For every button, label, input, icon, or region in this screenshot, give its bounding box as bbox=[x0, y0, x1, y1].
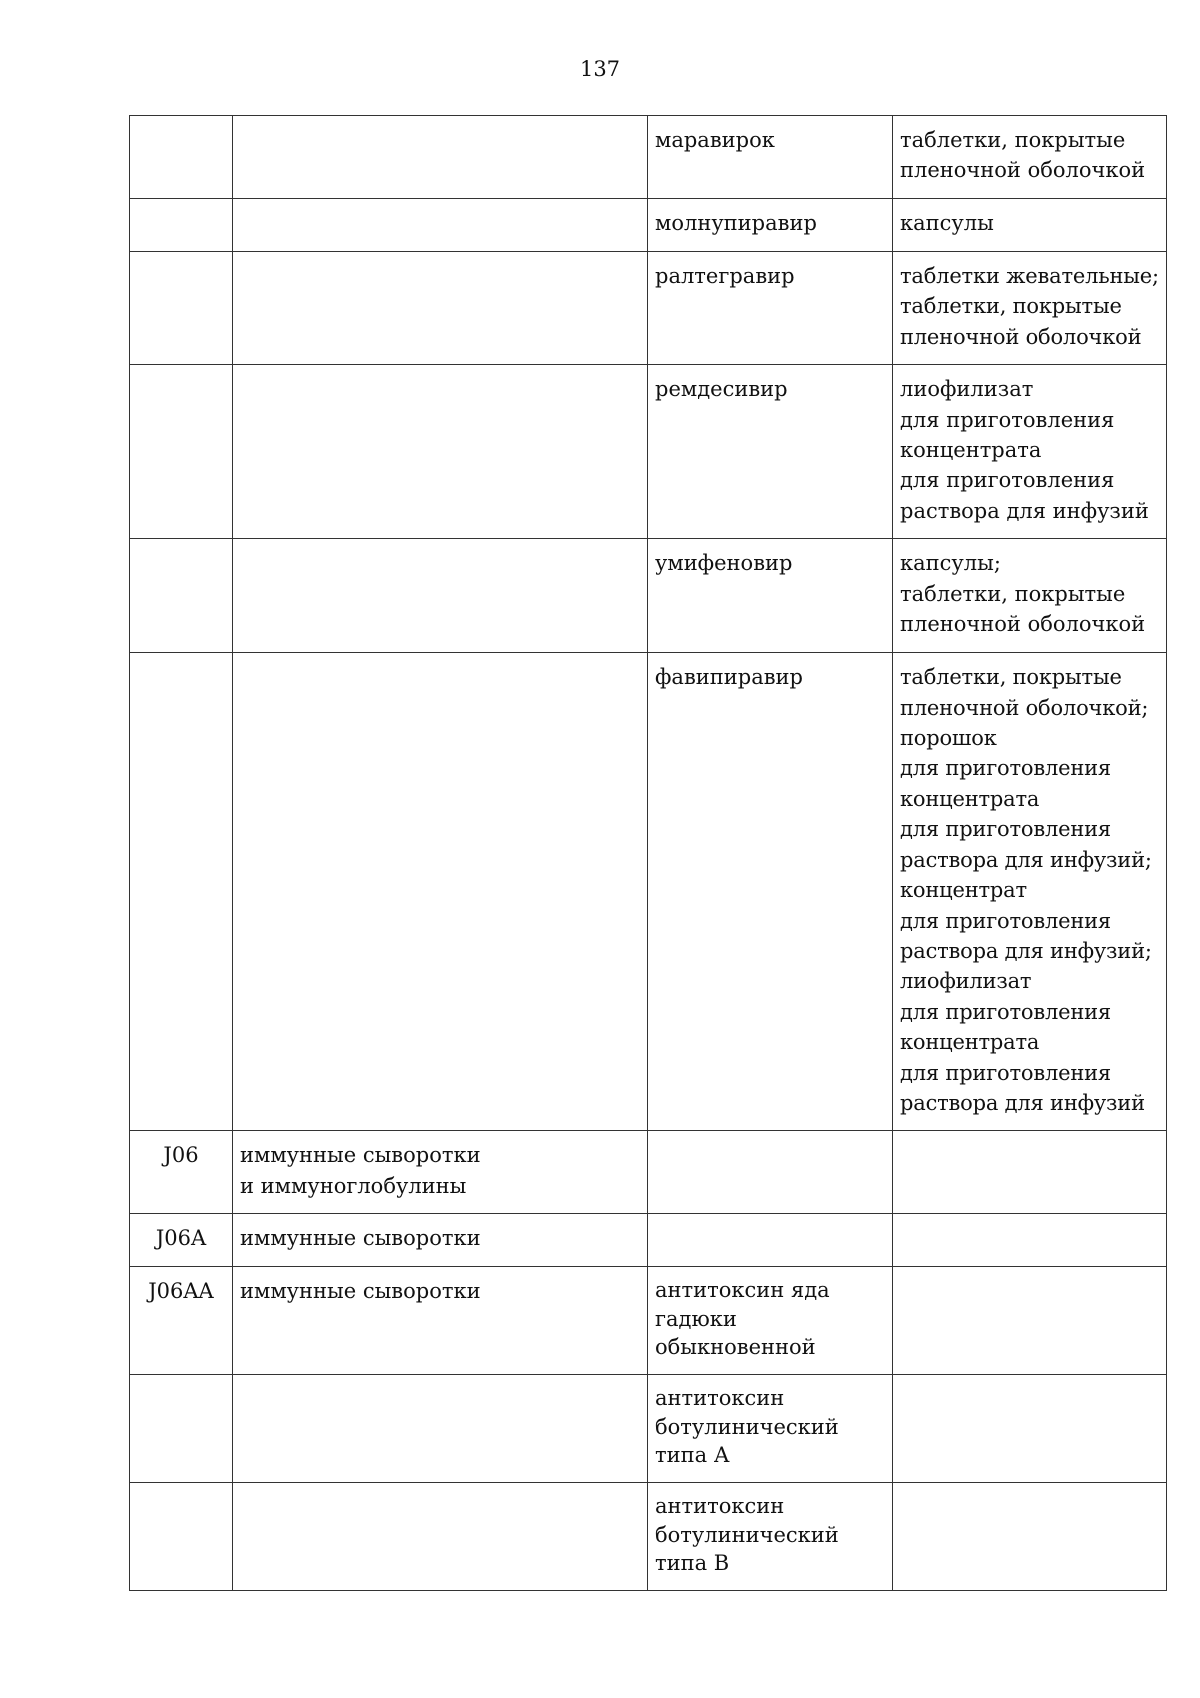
dosage-form-cell: лиофилизат для приготовления концентрата для приготовления раствора для инфузий bbox=[893, 365, 1167, 539]
dosage-form-cell: капсулы; таблетки, покрытые пленочной оболочкой bbox=[893, 539, 1167, 653]
drug-name-cell: маравирок bbox=[648, 116, 893, 199]
dosage-form-cell bbox=[893, 1483, 1167, 1591]
table-row bbox=[130, 252, 1167, 365]
group-name-cell bbox=[233, 116, 648, 199]
table-row bbox=[130, 365, 1167, 539]
dosage-form-cell: таблетки жевательные; таблетки, покрытые пленочной оболочкой bbox=[893, 252, 1167, 365]
dosage-form-cell: таблетки, покрытые пленочной оболочкой; порошок для приготовления концентрата для приготовления раствора для инфузий; концентрат для приготовления раствора для инфузий; лиофилизат для приготовления концентрата для приготовления раствора для инфузий bbox=[893, 653, 1167, 1131]
atc-code-cell bbox=[130, 365, 233, 539]
drug-name-cell bbox=[648, 1131, 893, 1214]
group-name-cell bbox=[233, 1483, 648, 1591]
page-number: 137 bbox=[579, 57, 621, 81]
atc-code-cell bbox=[130, 199, 233, 252]
dosage-form-cell bbox=[893, 1375, 1167, 1483]
table-row bbox=[130, 1267, 1167, 1375]
table-body bbox=[130, 116, 1167, 1591]
atc-code-cell: J06AA bbox=[130, 1267, 233, 1375]
table-row bbox=[130, 1375, 1167, 1483]
group-name-cell bbox=[233, 199, 648, 252]
dosage-form-cell bbox=[893, 1267, 1167, 1375]
atc-code-cell bbox=[130, 252, 233, 365]
dosage-form-cell: капсулы bbox=[893, 199, 1167, 252]
drug-name-cell: умифеновир bbox=[648, 539, 893, 653]
group-name-cell bbox=[233, 1375, 648, 1483]
group-name-cell: иммунные сыворотки bbox=[233, 1214, 648, 1267]
group-name-cell bbox=[233, 653, 648, 1131]
group-name-cell: иммунные сыворотки и иммуноглобулины bbox=[233, 1131, 648, 1214]
drug-name-cell: ремдесивир bbox=[648, 365, 893, 539]
table-row bbox=[130, 539, 1167, 653]
group-name-cell bbox=[233, 252, 648, 365]
drug-name-cell: ралтегравир bbox=[648, 252, 893, 365]
drug-name-cell: фавипиравир bbox=[648, 653, 893, 1131]
table-row bbox=[130, 653, 1167, 1131]
atc-code-cell bbox=[130, 1375, 233, 1483]
group-name-cell bbox=[233, 365, 648, 539]
drug-name-cell: антитоксин ботулинический типа А bbox=[648, 1375, 893, 1483]
table-row bbox=[130, 1483, 1167, 1591]
drug-table bbox=[129, 115, 1167, 1591]
atc-code-cell: J06A bbox=[130, 1214, 233, 1267]
dosage-form-cell: таблетки, покрытые пленочной оболочкой bbox=[893, 116, 1167, 199]
atc-code-cell bbox=[130, 653, 233, 1131]
group-name-cell: иммунные сыворотки bbox=[233, 1267, 648, 1375]
table-row bbox=[130, 1131, 1167, 1214]
atc-code-cell bbox=[130, 116, 233, 199]
drug-name-cell: антитоксин ботулинический типа В bbox=[648, 1483, 893, 1591]
table-row bbox=[130, 1214, 1167, 1267]
dosage-form-cell bbox=[893, 1214, 1167, 1267]
atc-code-cell bbox=[130, 1483, 233, 1591]
atc-code-cell bbox=[130, 539, 233, 653]
drug-name-cell: молнупиравир bbox=[648, 199, 893, 252]
group-name-cell bbox=[233, 539, 648, 653]
atc-code-cell: J06 bbox=[130, 1131, 233, 1214]
dosage-form-cell bbox=[893, 1131, 1167, 1214]
table-row bbox=[130, 116, 1167, 199]
drug-name-cell: антитоксин яда гадюки обыкновенной bbox=[648, 1267, 893, 1375]
table-row bbox=[130, 199, 1167, 252]
drug-name-cell bbox=[648, 1214, 893, 1267]
